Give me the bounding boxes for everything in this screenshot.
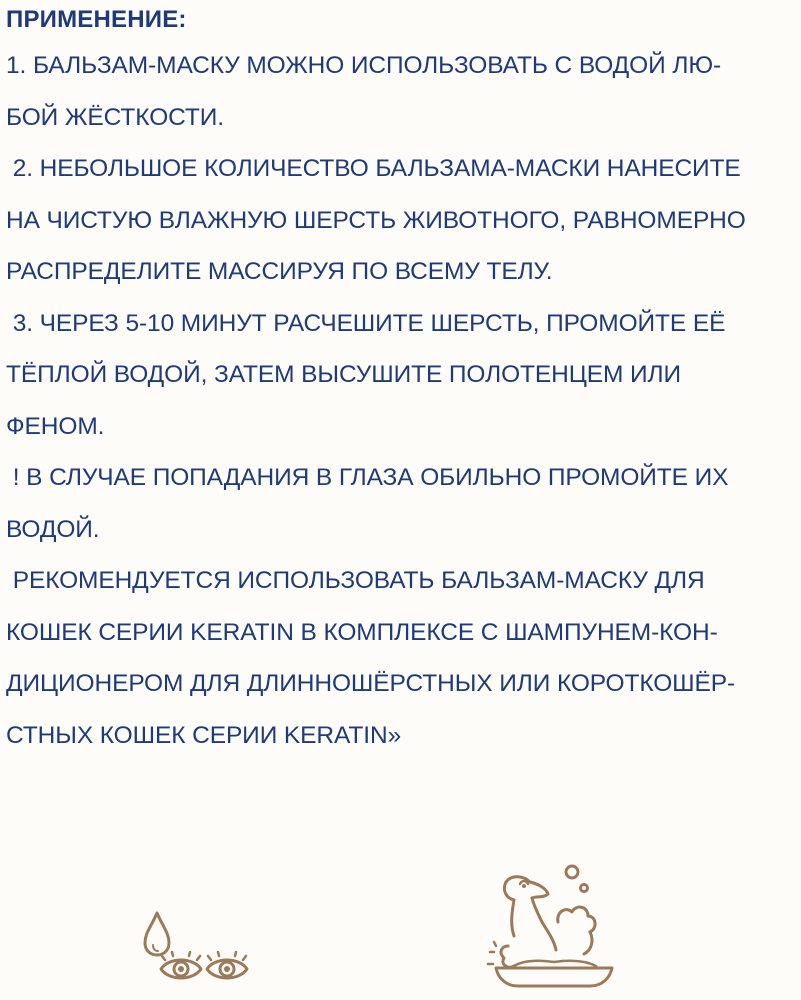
text-line: КОШЕК СЕРИИ KERATIN В КОМПЛЕКСЕ С ШАМПУНЕМ-КОН- [6,618,718,646]
text-line: ФЕНОМ. [6,412,105,440]
text-line: ! В СЛУЧАЕ ПОПАДАНИЯ В ГЛАЗА ОБИЛЬНО ПРОМОЙТЕ ИХ [6,464,729,491]
text-line: 2. НЕБОЛЬШОЕ КОЛИЧЕСТВО БАЛЬЗАМА-МАСКИ НАНЕСИТЕ [6,155,741,182]
section-heading: ПРИМЕНЕНИЕ: [6,6,187,33]
text-line: РЕКОМЕНДУЕТСЯ ИСПОЛЬЗОВАТЬ БАЛЬЗАМ-МАСКУ ДЛЯ [6,567,705,594]
text-line: НА ЧИСТУЮ ВЛАЖНУЮ ШЕРСТЬ ЖИВОТНОГО, РАВНОМЕРНО [6,206,746,234]
text-line: ТЁПЛОЙ ВОДОЙ, ЗАТЕМ ВЫСУШИТЕ ПОЛОТЕНЦЕМ ИЛИ [6,361,682,388]
instructions-document [6,0,801,761]
text-line: ДИЦИОНЕРОМ ДЛЯ ДЛИННОШЁРСТНЫХ ИЛИ КОРОТКОШЁР- [6,670,736,697]
text-line: РАСПРЕДЕЛИТЕ МАССИРУЯ ПО ВСЕМУ ТЕЛУ. [6,258,553,285]
text-line: БОЙ ЖЁСТКОСТИ. [6,103,225,131]
text-line: ВОДОЙ. [6,515,100,543]
dog-bath-icon [484,862,624,992]
text-line: 1. БАЛЬЗАМ-МАСКУ МОЖНО ИСПОЛЬЗОВАТЬ С ВОДОЙ ЛЮ- [6,52,722,79]
eye-drop-icon [135,905,255,995]
text-line: СТНЫХ КОШЕК СЕРИИ KERATIN» [6,721,402,749]
text-line: 3. ЧЕРЕЗ 5-10 МИНУТ РАСЧЕШИТЕ ШЕРСТЬ, ПРОМОЙТЕ ЕЁ [6,309,726,337]
